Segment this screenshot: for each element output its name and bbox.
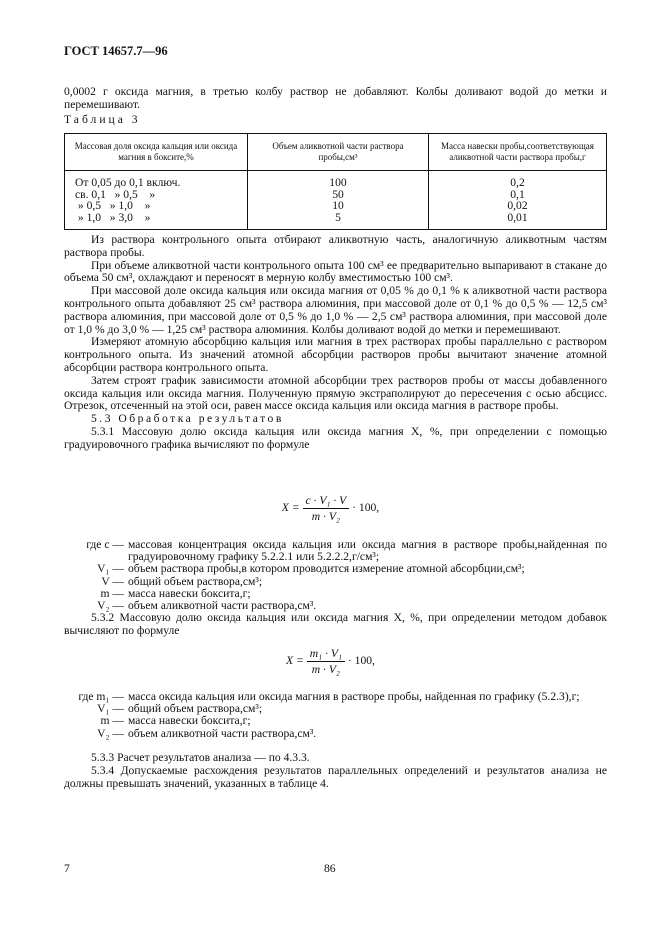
closing-text <box>64 752 607 790</box>
column-header: Масса навески пробы,соответствующая аликвотной части раствора пробы,г <box>429 134 607 171</box>
paragraph: При массовой доле оксида кальция или оксида магния от 0,05 % до 0,1 % к аликвотной части раствора контрольного опыта добавляют 25 см³ раствора алюминия, при массовой доле от 0,1 % до 0,5 % — 12,5 см³ раствора алюминия, при массовой доле от 0,5 % до 1,0 % — 2,5 см³ раствора алюминия, при массовой доле от 1,0 % до 3,0 % — 1,25 см³ раствора алюминия. Колбы доливают водой до метки и перемешивают. <box>64 284 607 336</box>
formula-2: X = $\frac{\text{m₁ · V₁}}{\text{m · V₂}}$ · 100, <box>286 647 375 676</box>
document-header: ГОСТ 14657.7—96 <box>64 44 168 58</box>
table-caption: Таблица 3 <box>64 113 141 126</box>
column-header: Объем аликвотной части раствора пробы,см³ <box>248 134 429 171</box>
paragraph: При объеме аликвотной части контрольного опыта 100 см³ ее предварительно выпаривают в стакане до объема 50 см³, охлаждают и переносят в мерную колбу вместимостью 100 см³. <box>64 258 607 285</box>
paragraph: 5.3.1 Массовую долю оксида кальция или оксида магния X, %, при определении с помощью градуировочного графика вычисляют по формуле <box>64 424 607 451</box>
definitions-1: где c — массовая концентрация оксида кальция или оксида магния в растворе пробы,найденная по градуировочному графику 5.2.2.1 или 5.2.2.2,г/см³; V₁ — объем раствора пробы,в котором проводится измерение атомной абсорбции,см³; V — общий объем раствора,см³; m — масса навески боксита,г; V₂ — объем аликвотной части раствора,см³. <box>86 538 607 613</box>
table-cell: 100 50 10 5 <box>248 171 429 230</box>
paragraph-5-3-2: 5.3.2 Массовую долю оксида кальция или оксида магния X, %, при определении методом добавок вычисляют по формуле <box>64 611 607 637</box>
paragraph: Затем строят график зависимости атомной абсорбции трех растворов пробы от массы добавленного оксида кальция или оксида магния. Полученную прямую экстраполируют до пересечения с осью абсцисс. Отрезок, отсеченный на этой оси, равен массе оксида кальция или оксида магния в растворе пробы. <box>64 373 607 413</box>
table-row <box>65 171 607 230</box>
intro-paragraph: 0,0002 г оксида магния, в третью колбу раствор не добавляют. Колбы доливают водой до метки и перемешивают. <box>64 85 607 111</box>
column-header: Массовая доля оксида кальция или оксида магния в боксите,% <box>65 134 248 171</box>
paragraph: Измеряют атомную абсорбцию кальция или магния в трех растворах пробы параллельно с раствором контрольного опыта. Из значений атомной абсорбции растворов пробы вычитают значение атомной абсорбции раствора контрольного опыта. <box>64 335 607 374</box>
table-cell: 0,2 0,1 0,02 0,01 <box>429 171 607 230</box>
paragraph: Из раствора контрольного опыта отбирают аликвотную часть, аналогичную аликвотным частям раствора пробы. <box>64 233 607 259</box>
body-text <box>64 234 607 452</box>
paragraph-5-3-3: 5.3.3 Расчет результатов анализа — по 4.3.3. <box>91 751 310 764</box>
table-cell: От 0,05 до 0,1 включ. св. 0,1 » 0,5 » » 0,5 » 1,0 » » 1,0 » 3,0 » <box>65 171 248 230</box>
paragraph-5-3-4: 5.3.4 Допускаемые расхождения результатов параллельных определений и результатов анализа не должны превышать значений, указанных в таблице 4. <box>64 763 607 790</box>
footer-left-number: 7 <box>64 862 70 875</box>
page-number: 86 <box>324 862 336 875</box>
table-3 <box>64 133 607 230</box>
definitions-2: где m₁ — масса оксида кальция или оксида магния в растворе пробы, найденная по графику (5.2.3),г; V₁ — общий объем раствора,см³; m — масса навески боксита,г; V₂ — объем аликвотной части раствора,см³. <box>78 690 580 740</box>
formula-1: X = $\frac{\text{c · V₁ · V}}{\text{m · V₂}}$ · 100, <box>281 494 380 523</box>
section-heading: 5.3 Обработка результатов <box>91 412 284 426</box>
